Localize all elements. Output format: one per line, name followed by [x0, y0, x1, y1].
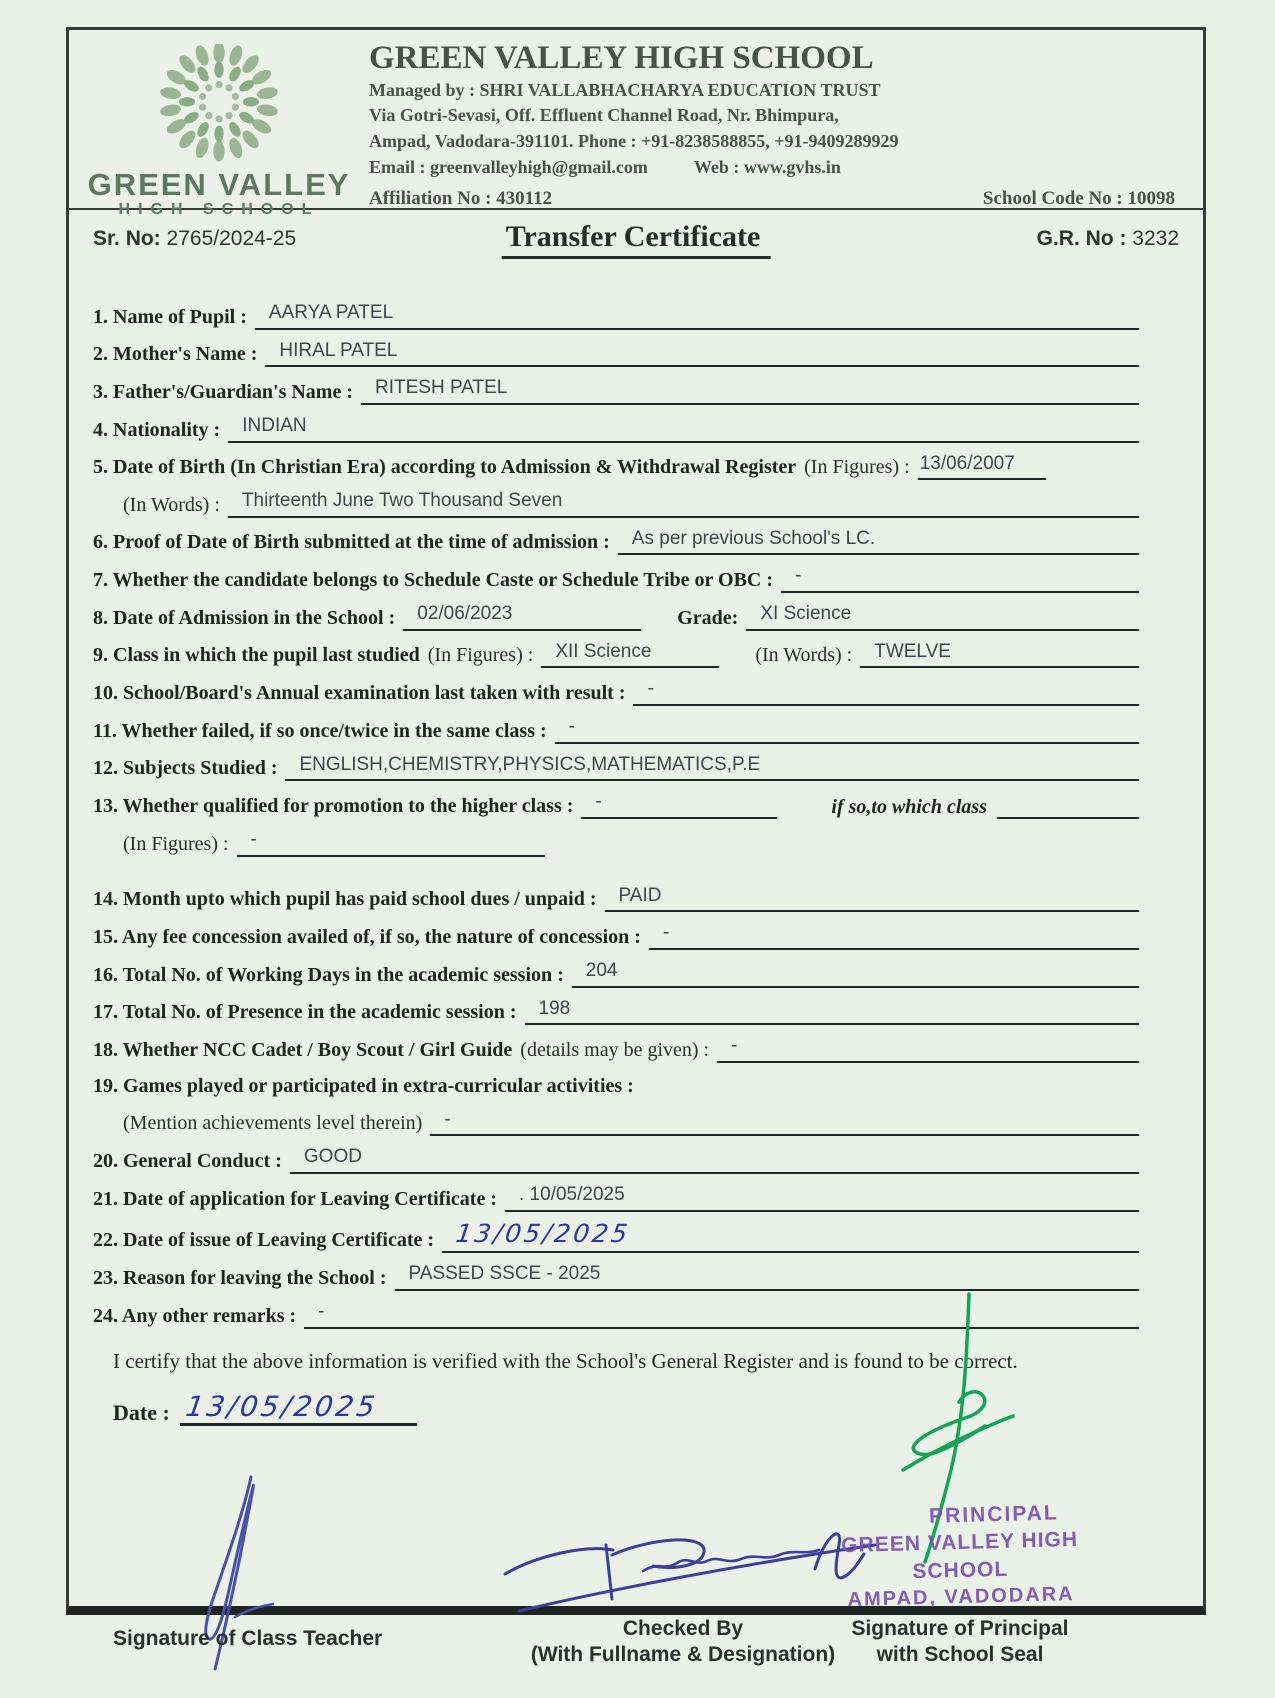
field-row-2 [93, 338, 1139, 368]
affiliation-number: Affiliation No : 430112 [369, 188, 553, 210]
field-value: INDIAN [228, 413, 1139, 443]
field-row-5 [93, 451, 1139, 481]
field-value: PASSED SSCE - 2025 [395, 1261, 1139, 1291]
handwritten-date-underline [180, 1389, 417, 1427]
field-value: - [633, 676, 1139, 706]
field-label: 13. Whether qualified for promotion to the higher class : [93, 794, 574, 817]
grade-label: Grade: [677, 606, 739, 629]
contact-line [369, 155, 1175, 181]
field-label: 1. Name of Pupil : [93, 305, 247, 328]
class-teacher-signature-block [113, 1469, 453, 1652]
field-label: 12. Subjects Studied : [93, 757, 278, 780]
managed-by-line: Managed by : SHRI VALLABHACHARYA EDUCATION TRUST [369, 79, 881, 100]
field-row-16 [93, 958, 1139, 988]
field-row-17 [93, 996, 1139, 1026]
serial-number: Sr. No: 2765/2024-25 [93, 227, 297, 250]
field-value: 204 [572, 958, 1139, 988]
field-label: 7. Whether the candidate belongs to Schedule Caste or Schedule Tribe or OBC : [93, 569, 774, 592]
school-logo [69, 40, 369, 219]
field-value: HIRAL PATEL [265, 338, 1139, 368]
school-name: GREEN VALLEY HIGH SCHOOL [369, 40, 874, 76]
field-row-15 [93, 920, 1139, 950]
signature-section [93, 1430, 1139, 1698]
certificate-page [66, 27, 1206, 1667]
field-label: 21. Date of application for Leaving Certificate : [93, 1187, 497, 1210]
field-label: 24. Any other remarks : [93, 1304, 297, 1327]
class-teacher-label: Signature of Class Teacher [113, 1627, 383, 1651]
field-value: AARYA PATEL [255, 300, 1139, 330]
grade-value: XI Science [746, 601, 1139, 631]
field-value: As per previous School's LC. [618, 526, 1139, 556]
field-value: GOOD [290, 1144, 1139, 1174]
field-row-3 [93, 375, 1139, 405]
field-label: 11. Whether failed, if so once/twice in the same class : [93, 719, 547, 742]
field-value: - [237, 827, 545, 857]
field-label: 20. General Conduct : [93, 1150, 282, 1173]
field-row-19-achievements [93, 1107, 1139, 1137]
title-row [69, 210, 1203, 268]
words-value: TWELVE [860, 639, 1139, 669]
web-text: Web : www.gvhs.in [693, 156, 841, 177]
field-label: (Mention achievements level therein) [123, 1112, 423, 1135]
handwritten-date: 13/05/2025 [183, 1389, 380, 1423]
field-row-12 [93, 752, 1139, 782]
field-value: 02/06/2023 [403, 601, 641, 631]
field-value: 198 [525, 996, 1140, 1026]
field-row-22 [93, 1220, 1139, 1254]
field-row-20 [93, 1144, 1139, 1174]
field-value: - [717, 1033, 1139, 1063]
field-label: 15. Any fee concession availed of, if so, the nature of concession : [93, 925, 641, 948]
field-label: 14. Month upto which pupil has paid school dues / unpaid : [93, 888, 597, 911]
field-value: - [304, 1299, 1139, 1329]
checked-by-sublabel: (With Fullname & Designation) [530, 1643, 836, 1667]
principal-signature-block [795, 1502, 1125, 1668]
field-label: 9. Class in which the pupil last studied [93, 644, 420, 667]
field-row-5-words [93, 488, 1139, 518]
field-value: 13/06/2007 [918, 451, 1046, 481]
field-label: (In Words) : [123, 493, 220, 516]
field-label: 10. School/Board's Annual examination last taken with result : [93, 682, 626, 705]
logo-wordmark: GREEN VALLEY [87, 167, 351, 202]
field-label: 19. Games played or participated in extra-curricular activities : [93, 1074, 634, 1097]
field-label: 16. Total No. of Working Days in the academic session : [93, 963, 564, 986]
field-value: . 10/05/2025 [505, 1182, 1139, 1212]
field-value: RITESH PATEL [361, 375, 1139, 405]
starburst-logo-icon [150, 44, 288, 162]
field-label: 18. Whether NCC Cadet / Boy Scout / Girl Guide [93, 1038, 513, 1061]
field-row-4 [93, 413, 1139, 443]
field-value: - [649, 920, 1139, 950]
field-value: - [781, 563, 1139, 593]
principal-label: Signature of Principal [851, 1616, 1069, 1640]
principal-sublabel: with School Seal [876, 1643, 1044, 1667]
school-stamp [794, 1498, 1127, 1614]
field-value-handwritten [442, 1220, 1139, 1254]
field-row-23 [93, 1261, 1139, 1291]
handwritten-issue-date: 13/05/2025 [454, 1218, 633, 1248]
field-row-6 [93, 526, 1139, 556]
field-label: 3. Father's/Guardian's Name : [93, 380, 353, 403]
field-value: - [555, 714, 1139, 744]
field-label: 23. Reason for leaving the School : [93, 1267, 387, 1290]
field-label-secondary: (In Figures) : [427, 644, 534, 667]
address-line-2: Ampad, Vadodara-391101. Phone : +91-8238588855, +91-9409289929 [369, 131, 899, 152]
school-code: School Code No : 10098 [982, 188, 1175, 210]
field-label-secondary: (details may be given) : [520, 1038, 710, 1061]
email-text: Email : greenvalleyhigh@gmail.com [369, 156, 648, 177]
field-label: 4. Nationality : [93, 418, 221, 441]
field-value: - [430, 1107, 1139, 1137]
certification-statement: I certify that the above information is verified with the School's General Register and is found to be correct. [113, 1348, 1018, 1373]
field-row-21 [93, 1182, 1139, 1212]
field-label: 5. Date of Birth (In Christian Era) according to Admission & Withdrawal Register [93, 456, 797, 479]
school-header [69, 30, 1203, 218]
address-line-1: Via Gotri-Sevasi, Off. Effluent Channel Road, Nr. Bhimpura, [369, 105, 839, 126]
stamp-line-school: GREEN VALLEY HIGH SCHOOL [841, 1528, 1079, 1583]
certificate-fields [69, 268, 1203, 1698]
gr-number: G.R. No : 3232 [1036, 227, 1179, 250]
field-row-13 [93, 789, 1139, 819]
field-row-1 [93, 300, 1139, 330]
field-label: 2. Mother's Name : [93, 343, 258, 366]
checked-by-label: Checked By [622, 1616, 744, 1640]
field-row-11 [93, 714, 1139, 744]
field-value: ENGLISH,CHEMISTRY,PHYSICS,MATHEMATICS,P.E [285, 752, 1139, 782]
document-title: Transfer Certificate [502, 220, 771, 259]
field-row-7 [93, 563, 1139, 593]
field-label-secondary: (In Figures) : [804, 456, 910, 479]
field-row-19 [93, 1071, 1139, 1099]
field-label: 22. Date of issue of Leaving Certificate : [93, 1229, 435, 1252]
logo-subtitle: HIGH SCHOOL [118, 201, 320, 218]
field-label: 8. Date of Admission in the School : [93, 606, 396, 629]
field-row-10 [93, 676, 1139, 706]
field-row-14 [93, 883, 1139, 913]
field-label: 17. Total No. of Presence in the academic session : [93, 1001, 517, 1024]
field-label: (In Figures) : [123, 832, 229, 855]
stamp-line-city: AMPAD, VADODARA [847, 1582, 1075, 1611]
words-label: (In Words) : [755, 644, 853, 667]
date-label: Date : [113, 1400, 170, 1426]
field-row-9 [93, 639, 1139, 669]
field-value: PAID [605, 883, 1139, 913]
field-row-18 [93, 1033, 1139, 1063]
field-value: XII Science [541, 639, 719, 669]
field-row-13-figures [93, 827, 1139, 857]
empty-underline [997, 815, 1139, 819]
school-info [369, 40, 1203, 210]
field-label: 6. Proof of Date of Birth submitted at the time of admission : [93, 531, 610, 554]
if-so-note: if so,to which class [831, 795, 987, 818]
field-row-8 [93, 601, 1139, 631]
stamp-line-principal: PRINCIPAL [928, 1501, 1060, 1528]
field-value: Thirteenth June Two Thousand Seven [228, 488, 1139, 518]
field-value: - [581, 789, 777, 819]
